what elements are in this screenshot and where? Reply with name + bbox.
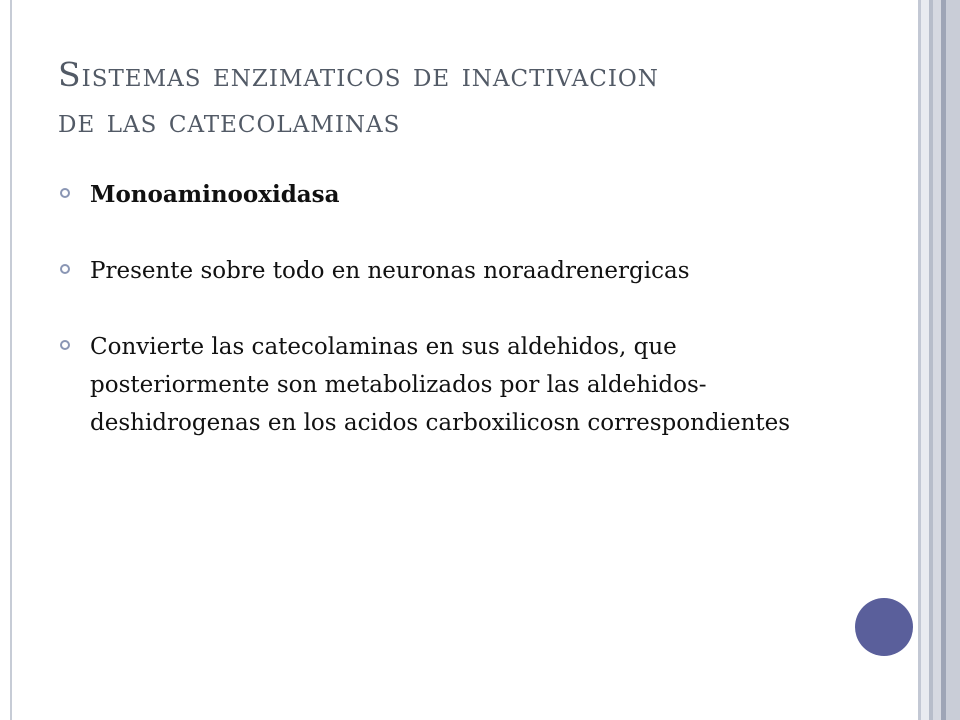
bullet-list: [60, 176, 820, 480]
bullet-text: Monoaminooxidasa: [90, 181, 340, 208]
decorative-circle-icon: [855, 598, 913, 656]
right-decor-stripe: [933, 0, 941, 720]
bullet-item: [60, 328, 820, 442]
bullet-text: Presente sobre todo en neuronas noraadrenergicas: [90, 258, 690, 284]
bullet-text: Convierte las catecolaminas en sus aldehidos, que posteriormente son metabolizados por las aldehidos-deshidrogenas en los acidos carboxilicosn correspondientes: [90, 334, 791, 436]
title-line-1: Sistemas enzimaticos de inactivacion: [58, 55, 659, 94]
bullet-icon: [60, 264, 70, 274]
left-frame-line: [10, 0, 12, 720]
title-line-2: de las catecolaminas: [58, 101, 401, 140]
right-decor-stripe: [921, 0, 929, 720]
bullet-icon: [60, 340, 70, 350]
slide-title: [58, 52, 878, 144]
bullet-icon: [60, 188, 70, 198]
bullet-item: [60, 176, 820, 214]
right-decor-stripe: [946, 0, 960, 720]
bullet-item: [60, 252, 820, 290]
